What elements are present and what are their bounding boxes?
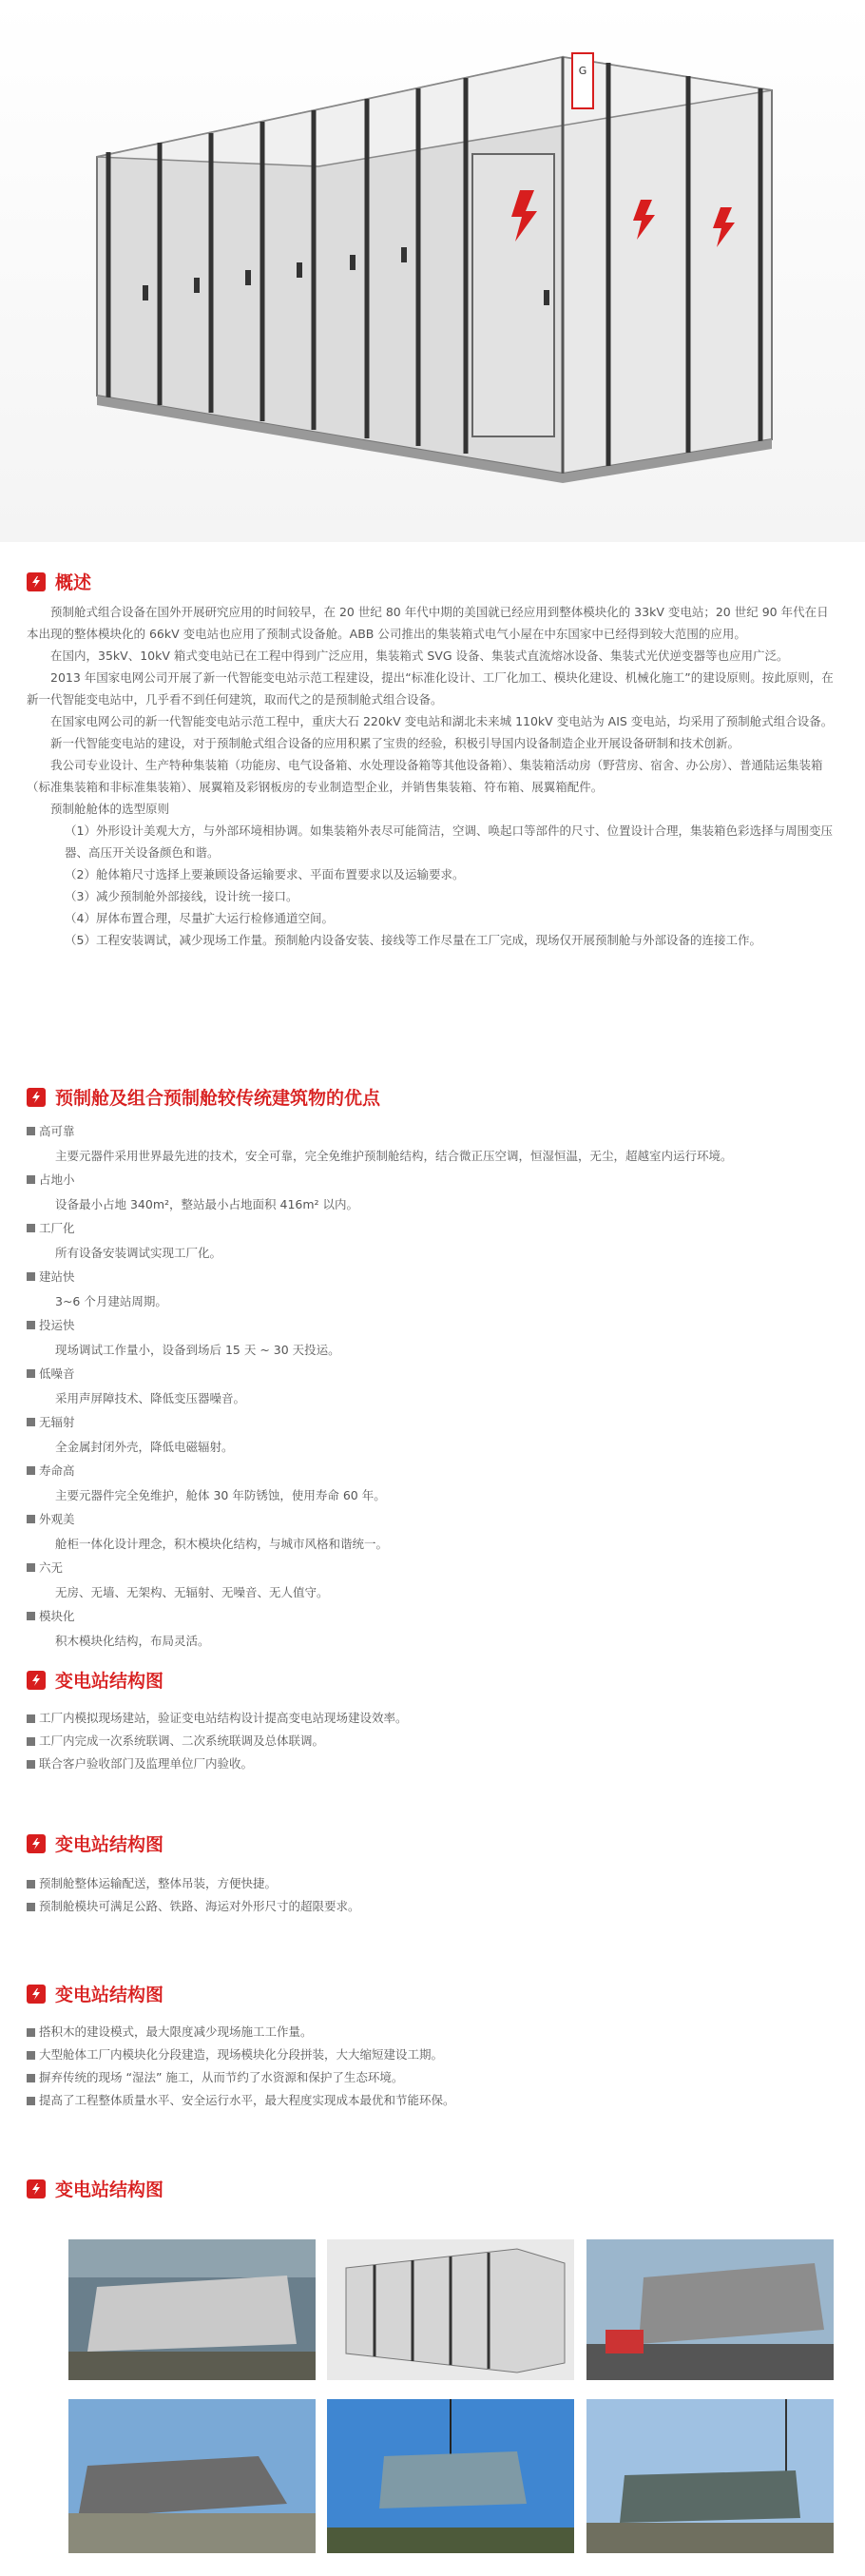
section-structure-label: 变电站结构图 [55, 1985, 164, 2005]
installation-photo [68, 2399, 316, 2553]
lightning-icon [27, 2179, 46, 2198]
factory-photo [68, 2239, 316, 2380]
overview-principle: （3）减少预制舱外部接线，设计统一接口。 [65, 889, 298, 903]
square-bullet-icon [27, 1714, 35, 1723]
square-bullet-icon [27, 1127, 35, 1135]
advantage-desc: 积木模块化结构，布局灵活。 [55, 1633, 210, 1648]
section-structure-label: 变电站结构图 [55, 2179, 164, 2200]
overview-paragraph: 我公司专业设计、生产特种集装箱（功能房、电气设备箱、水处理设备箱等其他设备箱）、集装箱活动房（野营房、宿舍、办公房）、普通陆运集装箱（标准集装箱和非标准集装箱）、展翼箱及彩钢板房的专业制造型企业，并销售集装箱、符布箱、展翼箱配件。 [27, 758, 823, 794]
structure-bullets-2 [27, 1872, 844, 1918]
hero-image [0, 0, 865, 542]
overview-principle: （1）外形设计美观大方，与外部环境相协调。如集装箱外表尽可能简洁，空调、唤起口等部件的尺寸、位置设计合理，集装箱色彩选择与周围变压器、高压开关设备颜色和谐。 [65, 823, 833, 860]
section-advantages-title [27, 1084, 380, 1110]
advantage-desc: 无房、无墙、无架构、无辐射、无噪音、无人值守。 [55, 1584, 329, 1599]
overview-paragraph: 2013 年国家电网公司开展了新一代智能变电站示范工程建设，提出“标准化设计、工厂化加工、模块化建设、机械化施工”的建设原则。按此原则，在新一代智能变电站中，几乎看不到任何建筑，取而代之的是预制舱式组合设备。 [27, 670, 834, 707]
advantage-title: 低噪音 [27, 1362, 844, 1386]
section-advantages-label: 预制舱及组合预制舱较传统建筑物的优点 [55, 1088, 381, 1109]
advantage-desc: 3~6 个月建站周期。 [55, 1293, 167, 1308]
square-bullet-icon [27, 1903, 35, 1911]
advantage-title: 高可靠 [27, 1119, 844, 1144]
advantage-desc: 采用声屏障技术、降低变压器噪音。 [55, 1390, 246, 1405]
advantage-title: 占地小 [27, 1168, 844, 1192]
section-structure-title-4 [27, 2176, 163, 2201]
hero-label-top: G [578, 65, 587, 77]
advantage-title: 六无 [27, 1556, 844, 1580]
advantages-list [27, 1119, 844, 1653]
square-bullet-icon [27, 1272, 35, 1281]
overview-paragraph: 新一代智能变电站的建设，对于预制舱式组合设备的应用积累了宝贵的经验，积极引导国内设备制造企业开展设备研制和技术创新。 [50, 736, 740, 750]
square-bullet-icon [27, 2051, 35, 2060]
prefab-cabin-illustration [0, 0, 865, 542]
advantage-desc: 主要元器件采用世界最先进的技术，安全可靠，完全免维护预制舱结构，结合微正压空调，恒湿恒温，无尘，超越室内运行环境。 [55, 1148, 733, 1163]
list-item: 联合客户验收部门及监理单位厂内验收。 [27, 1753, 844, 1775]
square-bullet-icon [27, 2028, 35, 2037]
lightning-icon [27, 1985, 46, 2004]
overview-principle: （5）工程安装调试，减少现场工作量。预制舱内设备安装、接线等工作尽量在工厂完成，现场仅开展预制舱与外部设备的连接工作。 [65, 933, 761, 947]
cabin-photo [327, 2239, 574, 2380]
square-bullet-icon [27, 1563, 35, 1572]
square-bullet-icon [27, 1515, 35, 1523]
advantage-desc: 所有设备安装调试实现工厂化。 [55, 1245, 222, 1260]
list-item: 提高了工程整体质量水平、安全运行水平，最大程度实现成本最优和节能环保。 [27, 2089, 844, 2112]
list-item: 工厂内模拟现场建站，验证变电站结构设计提高变电站现场建设效率。 [27, 1707, 844, 1730]
advantage-desc: 现场调试工作量小，设备到场后 15 天 ~ 30 天投运。 [55, 1342, 340, 1357]
square-bullet-icon [27, 2074, 35, 2082]
overview-principle: （2）舱体箱尺寸选择上要兼顾设备运输要求、平面布置要求以及运输要求。 [65, 867, 465, 881]
square-bullet-icon [27, 1321, 35, 1329]
advantage-title: 模块化 [27, 1604, 844, 1629]
square-bullet-icon [27, 1760, 35, 1769]
section-structure-label: 变电站结构图 [55, 1671, 164, 1692]
list-item: 预制舱模块可满足公路、铁路、海运对外形尺寸的超限要求。 [27, 1895, 844, 1918]
lightning-icon [27, 1671, 46, 1690]
transport-photo [586, 2239, 834, 2380]
overview-principle: （4）屏体布置合理，尽量扩大运行检修通道空间。 [65, 911, 334, 925]
list-item: 工厂内完成一次系统联调、二次系统联调及总体联调。 [27, 1730, 844, 1753]
section-structure-title-1 [27, 1667, 163, 1693]
overview-paragraph: 在国内，35kV、10kV 箱式变电站已在工程中得到广泛应用，集装箱式 SVG 设备、集装式直流熔冰设备、集装式光伏逆变器等也应用广泛。 [50, 649, 789, 663]
overview-paragraph: 预制舱式组合设备在国外开展研究应用的时间较早，在 20 世纪 80 年代中期的美国就已经应用到整体模块化的 33kV 变电站；20 世纪 90 年代在日本出现的整体模块化的 66kV 变电站也应用了预制式设备舱。ABB 公司推出的集装箱式电气小屋在中东国家中已经得到较大范围的应用。 [27, 605, 829, 641]
section-overview-label: 概述 [55, 572, 92, 593]
section-overview-title [27, 569, 91, 594]
lightning-icon [27, 1834, 46, 1853]
square-bullet-icon [27, 1418, 35, 1426]
advantage-title: 无辐射 [27, 1410, 844, 1435]
square-bullet-icon [27, 1224, 35, 1232]
section-structure-title-3 [27, 1981, 163, 2006]
square-bullet-icon [27, 1175, 35, 1184]
square-bullet-icon [27, 1612, 35, 1620]
section-structure-label: 变电站结构图 [55, 1834, 164, 1855]
structure-bullets-1 [27, 1707, 844, 1775]
square-bullet-icon [27, 1369, 35, 1378]
site-photo [586, 2399, 834, 2553]
lifting-photo [327, 2399, 574, 2553]
overview-paragraph: 预制舱舱体的选型原则 [50, 802, 170, 816]
advantage-title: 投运快 [27, 1313, 844, 1338]
advantage-title: 建站快 [27, 1265, 844, 1289]
square-bullet-icon [27, 2097, 35, 2105]
square-bullet-icon [27, 1466, 35, 1475]
square-bullet-icon [27, 1737, 35, 1746]
structure-bullets-3 [27, 2021, 844, 2112]
lightning-icon [27, 572, 46, 591]
list-item: 预制舱整体运输配送，整体吊装，方便快捷。 [27, 1872, 844, 1895]
advantage-desc: 全金属封闭外壳，降低电磁辐射。 [55, 1439, 234, 1454]
overview-paragraph: 在国家电网公司的新一代智能变电站示范工程中，重庆大石 220kV 变电站和湖北未来城 110kV 变电站为 AIS 变电站，均采用了预制舱式组合设备。 [50, 714, 834, 728]
list-item: 摒弃传统的现场 “湿法” 施工，从而节约了水资源和保护了生态环境。 [27, 2066, 844, 2089]
section-structure-title-2 [27, 1830, 163, 1856]
list-item: 大型舱体工厂内模块化分段建造，现场模块化分段拼装，大大缩短建设工期。 [27, 2043, 844, 2066]
lightning-icon [27, 1088, 46, 1107]
advantage-desc: 舱柜一体化设计理念，积木模块化结构，与城市风格和谐统一。 [55, 1536, 389, 1551]
advantage-title: 外观美 [27, 1507, 844, 1532]
advantage-desc: 设备最小占地 340m²，整站最小占地面积 416m² 以内。 [55, 1196, 359, 1211]
advantage-title: 工厂化 [27, 1216, 844, 1241]
advantage-title: 寿命高 [27, 1459, 844, 1483]
square-bullet-icon [27, 1880, 35, 1888]
list-item: 搭积木的建设模式，最大限度减少现场施工工作量。 [27, 2021, 844, 2043]
advantage-desc: 主要元器件完全免维护，舱体 30 年防锈蚀，使用寿命 60 年。 [55, 1487, 386, 1502]
overview-text [27, 601, 840, 951]
